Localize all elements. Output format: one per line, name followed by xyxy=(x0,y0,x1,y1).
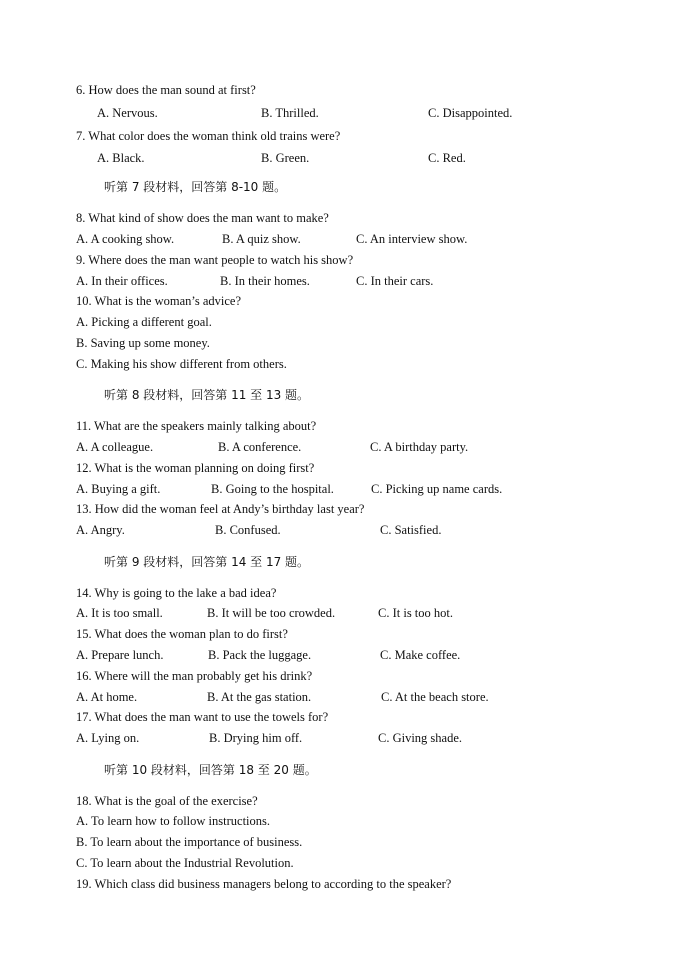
question-14-option-c: C. It is too hot. xyxy=(378,606,454,620)
question-9-option-b: B. In their homes. xyxy=(220,274,310,288)
question-11-text: 11. What are the speakers mainly talking about? xyxy=(76,419,317,433)
question-7-option-b: B. Green. xyxy=(261,151,310,165)
question-16-text: 16. Where will the man probably get his drink? xyxy=(76,669,313,683)
question-7-option-c: C. Red. xyxy=(428,151,466,165)
question-7-text: 7. What color does the woman think old trains were? xyxy=(76,129,341,143)
question-8-option-c: C. An interview show. xyxy=(356,232,468,246)
section-heading-10: 听第 10 段材料，回答第 18 至 20 题。 xyxy=(104,763,317,777)
question-11-option-c: C. A birthday party. xyxy=(370,440,469,454)
question-15-text: 15. What does the woman plan to do first? xyxy=(76,627,288,641)
question-10-option-b: B. Saving up some money. xyxy=(76,336,210,350)
question-16-option-b: B. At the gas station. xyxy=(207,690,312,704)
question-18-text: 18. What is the goal of the exercise? xyxy=(76,794,258,808)
question-15-option-b: B. Pack the luggage. xyxy=(208,648,312,662)
question-11-option-b: B. A conference. xyxy=(218,440,302,454)
question-10-text: 10. What is the woman’s advice? xyxy=(76,294,242,308)
question-14-option-b: B. It will be too crowded. xyxy=(207,606,336,620)
question-13-text: 13. How did the woman feel at Andy’s birthday last year? xyxy=(76,502,365,516)
question-18-option-c: C. To learn about the Industrial Revolution. xyxy=(76,856,294,870)
question-7-option-a: A. Black. xyxy=(97,151,145,165)
question-8-text: 8. What kind of show does the man want to make? xyxy=(76,211,329,225)
question-12-option-b: B. Going to the hospital. xyxy=(211,482,334,496)
question-12-text: 12. What is the woman planning on doing first? xyxy=(76,461,315,475)
question-12-option-c: C. Picking up name cards. xyxy=(371,482,503,496)
question-6-option-b: B. Thrilled. xyxy=(261,106,319,120)
section-heading-7: 听第 7 段材料，回答第 8-10 题。 xyxy=(104,180,287,194)
question-14-text: 14. Why is going to the lake a bad idea? xyxy=(76,586,277,600)
question-18-option-a: A. To learn how to follow instructions. xyxy=(76,814,271,828)
question-17-option-b: B. Drying him off. xyxy=(209,731,303,745)
question-17-option-c: C. Giving shade. xyxy=(378,731,463,745)
question-13-option-c: C. Satisfied. xyxy=(380,523,442,537)
question-8-option-b: B. A quiz show. xyxy=(222,232,301,246)
question-16-option-a: A. At home. xyxy=(76,690,138,704)
question-9-text: 9. Where does the man want people to watch his show? xyxy=(76,253,354,267)
question-13-option-a: A. Angry. xyxy=(76,523,125,537)
question-6-option-c: C. Disappointed. xyxy=(428,106,513,120)
question-10-option-c: C. Making his show different from others. xyxy=(76,357,287,371)
question-15-option-c: C. Make coffee. xyxy=(380,648,461,662)
question-9-option-c: C. In their cars. xyxy=(356,274,434,288)
question-17-text: 17. What does the man want to use the towels for? xyxy=(76,710,329,724)
question-19-text: 19. Which class did business managers belong to according to the speaker? xyxy=(76,877,452,891)
question-6-text: 6. How does the man sound at first? xyxy=(76,83,256,97)
question-11-option-a: A. A colleague. xyxy=(76,440,154,454)
section-heading-9: 听第 9 段材料，回答第 14 至 17 题。 xyxy=(104,555,310,569)
question-12-option-a: A. Buying a gift. xyxy=(76,482,161,496)
question-10-option-a: A. Picking a different goal. xyxy=(76,315,212,329)
question-17-option-a: A. Lying on. xyxy=(76,731,140,745)
question-6-option-a: A. Nervous. xyxy=(97,106,158,120)
question-15-option-a: A. Prepare lunch. xyxy=(76,648,164,662)
question-9-option-a: A. In their offices. xyxy=(76,274,168,288)
question-18-option-b: B. To learn about the importance of business. xyxy=(76,835,303,849)
question-16-option-c: C. At the beach store. xyxy=(381,690,489,704)
question-14-option-a: A. It is too small. xyxy=(76,606,163,620)
section-heading-8: 听第 8 段材料，回答第 11 至 13 题。 xyxy=(104,388,310,402)
question-13-option-b: B. Confused. xyxy=(215,523,281,537)
question-8-option-a: A. A cooking show. xyxy=(76,232,175,246)
